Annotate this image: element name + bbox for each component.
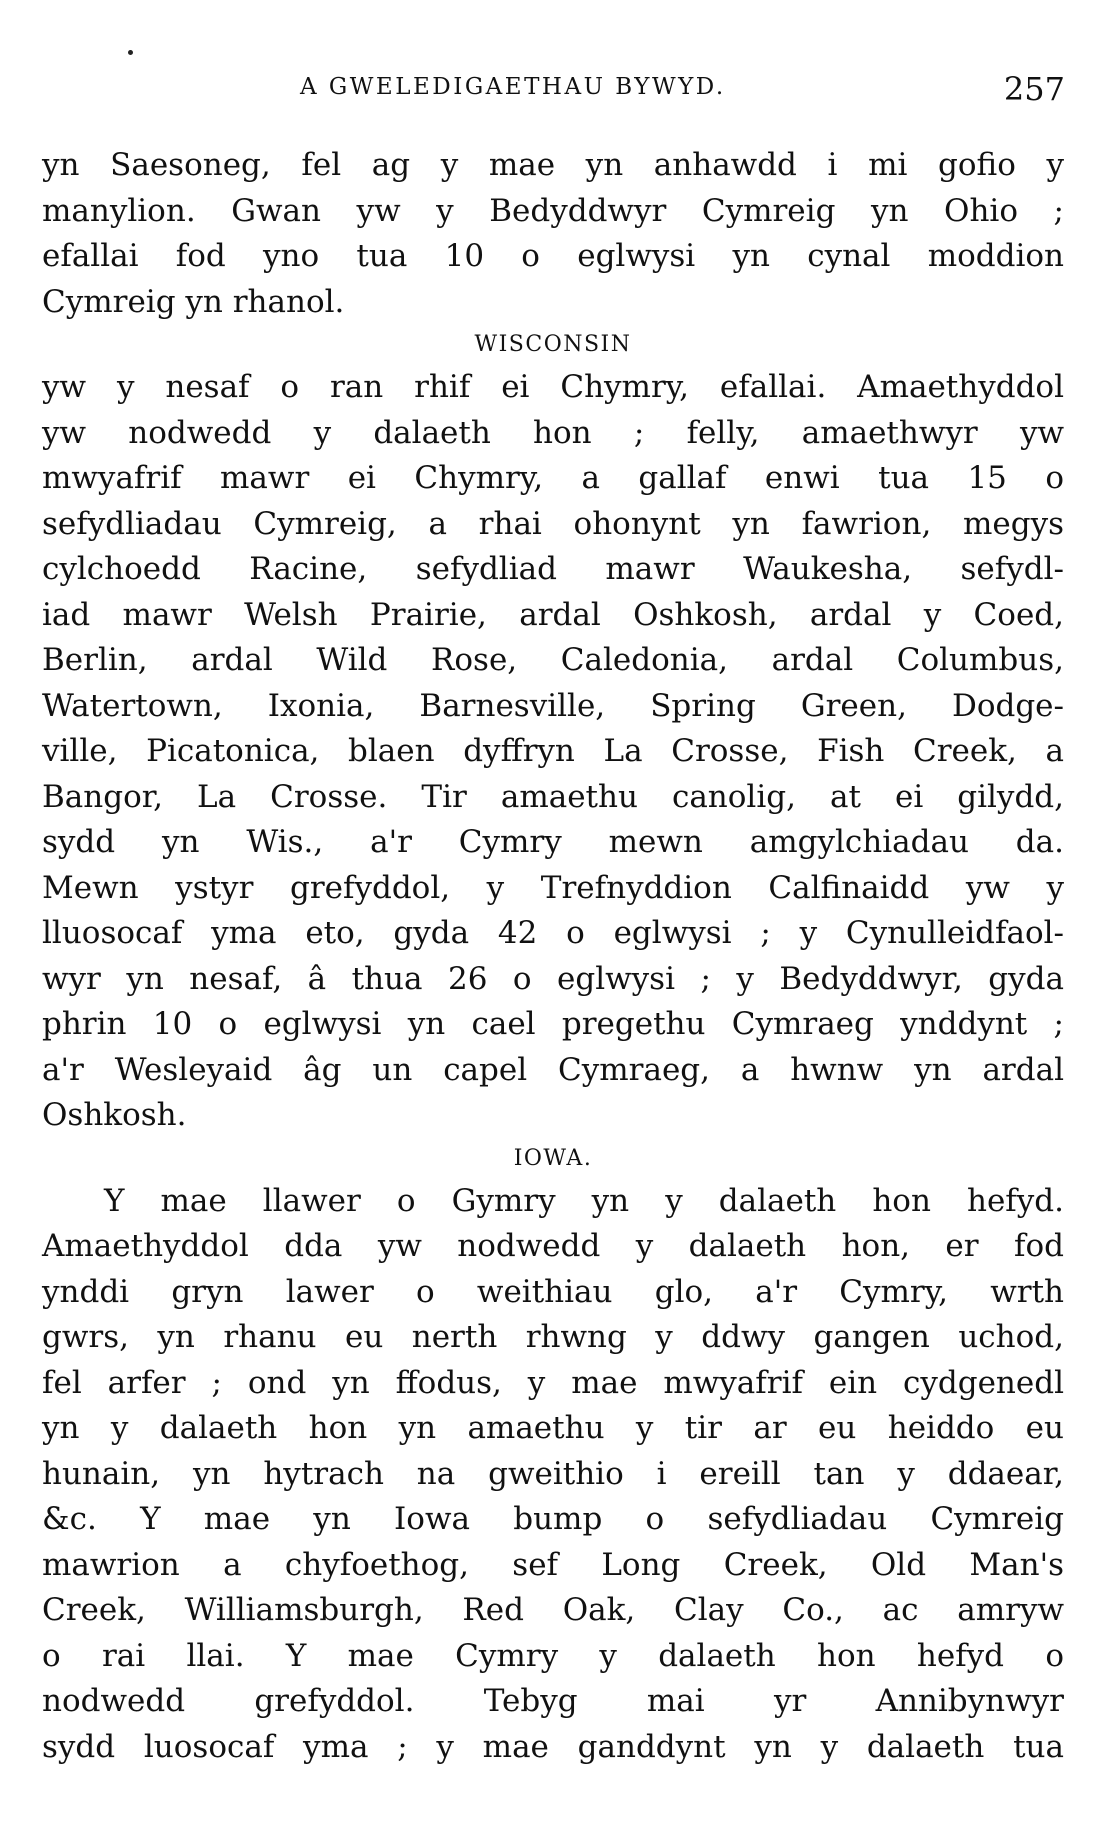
text-line: Bangor, La Crosse. Tir amaethu canolig, at ei gilydd, [42, 778, 1064, 815]
paragraph-iowa [42, 1179, 1064, 1771]
ink-speck [128, 50, 133, 55]
text-line: yw nodwedd y dalaeth hon ; felly, amaethwyr yw [42, 414, 1064, 451]
text-line: yw y nesaf o ran rhif ei Chymry, efallai. Amaethyddol [42, 369, 1064, 405]
section-heading-iowa: IOWA. [513, 1145, 593, 1171]
text-line: phrin 10 o eglwysi yn cael pregethu Cymraeg ynddynt ; [42, 1006, 1064, 1042]
text-line: Berlin, ardal Wild Rose, Caledonia, ardal Columbus, [42, 642, 1064, 678]
text-line: yn y dalaeth hon yn amaethu y tir ar eu heiddo eu [42, 1410, 1064, 1446]
text-line: &c. Y mae yn Iowa bump o sefydliadau Cymreig [42, 1501, 1064, 1537]
paragraph-ohio-continued [42, 143, 1064, 325]
text-line: manylion. Gwan yw y Bedyddwyr Cymreig yn Ohio ; [42, 192, 1064, 229]
running-title: A GWELEDIGAETHAU BYWYD. [300, 74, 726, 100]
text-line: a'r Wesleyaid âg un capel Cymraeg, a hwnw yn ardal [42, 1051, 1064, 1088]
text-line: mawrion a chyfoethog, sef Long Creek, Old Man's [42, 1546, 1064, 1583]
text-line: sydd luosocaf yma ; y mae ganddynt yn y dalaeth tua [42, 1728, 1064, 1765]
text-line: gwrs, yn rhanu eu nerth rhwng y ddwy gangen uchod, [42, 1319, 1064, 1355]
text-line: Cymreig yn rhanol. [42, 283, 345, 320]
text-line: ville, Picatonica, blaen dyffryn La Crosse, Fish Creek, a [42, 733, 1064, 769]
body-text [42, 143, 1064, 1770]
text-line: sydd yn Wis., a'r Cymry mewn amgylchiadau da. [42, 824, 1064, 860]
text-line: efallai fod yno tua 10 o eglwysi yn cynal moddion [42, 238, 1064, 274]
text-line: ynddi gryn lawer o weithiau glo, a'r Cymry, wrth [42, 1273, 1064, 1310]
text-line: sefydliadau Cymreig, a rhai ohonynt yn fawrion, megys [42, 505, 1064, 542]
text-line: Watertown, Ixonia, Barnesville, Spring Green, Dodge- [42, 687, 1064, 724]
text-line: Mewn ystyr grefyddol, y Trefnyddion Calfinaidd yw y [42, 869, 1064, 906]
text-line: Amaethyddol dda yw nodwedd y dalaeth hon, er fod [42, 1228, 1064, 1264]
text-line: Oshkosh. [42, 1097, 187, 1133]
running-header [0, 70, 1105, 110]
text-line: fel arfer ; ond yn ffodus, y mae mwyafrif ein cydgenedl [42, 1364, 1064, 1401]
text-line: mwyafrif mawr ei Chymry, a gallaf enwi tua 15 o [42, 460, 1064, 496]
paragraph-wisconsin [42, 365, 1064, 1139]
text-line: lluosocaf yma eto, gyda 42 o eglwysi ; y Cynulleidfaol- [42, 915, 1064, 951]
text-line: nodwedd grefyddol. Tebyg mai yr Annibynwyr [42, 1683, 1064, 1719]
text-line: Creek, Williamsburgh, Red Oak, Clay Co., ac amryw [42, 1592, 1064, 1628]
page-number: 257 [1003, 70, 1065, 108]
text-line: wyr yn nesaf, â thua 26 o eglwysi ; y Bedyddwyr, gyda [42, 960, 1064, 997]
text-line: o rai llai. Y mae Cymry y dalaeth hon hefyd o [42, 1637, 1064, 1674]
text-line: hunain, yn hytrach na gweithio i ereill tan y ddaear, [42, 1455, 1064, 1492]
section-heading-wisconsin: WISCONSIN [474, 332, 632, 357]
text-line: iad mawr Welsh Prairie, ardal Oshkosh, ardal y Coed, [42, 596, 1064, 633]
text-line: cylchoedd Racine, sefydliad mawr Waukesha, sefydl- [42, 551, 1064, 587]
text-line: yn Saesoneg, fel ag y mae yn anhawdd i mi gofio y [42, 147, 1064, 183]
text-line: Y mae llawer o Gymry yn y dalaeth hon hefyd. [104, 1182, 1064, 1219]
